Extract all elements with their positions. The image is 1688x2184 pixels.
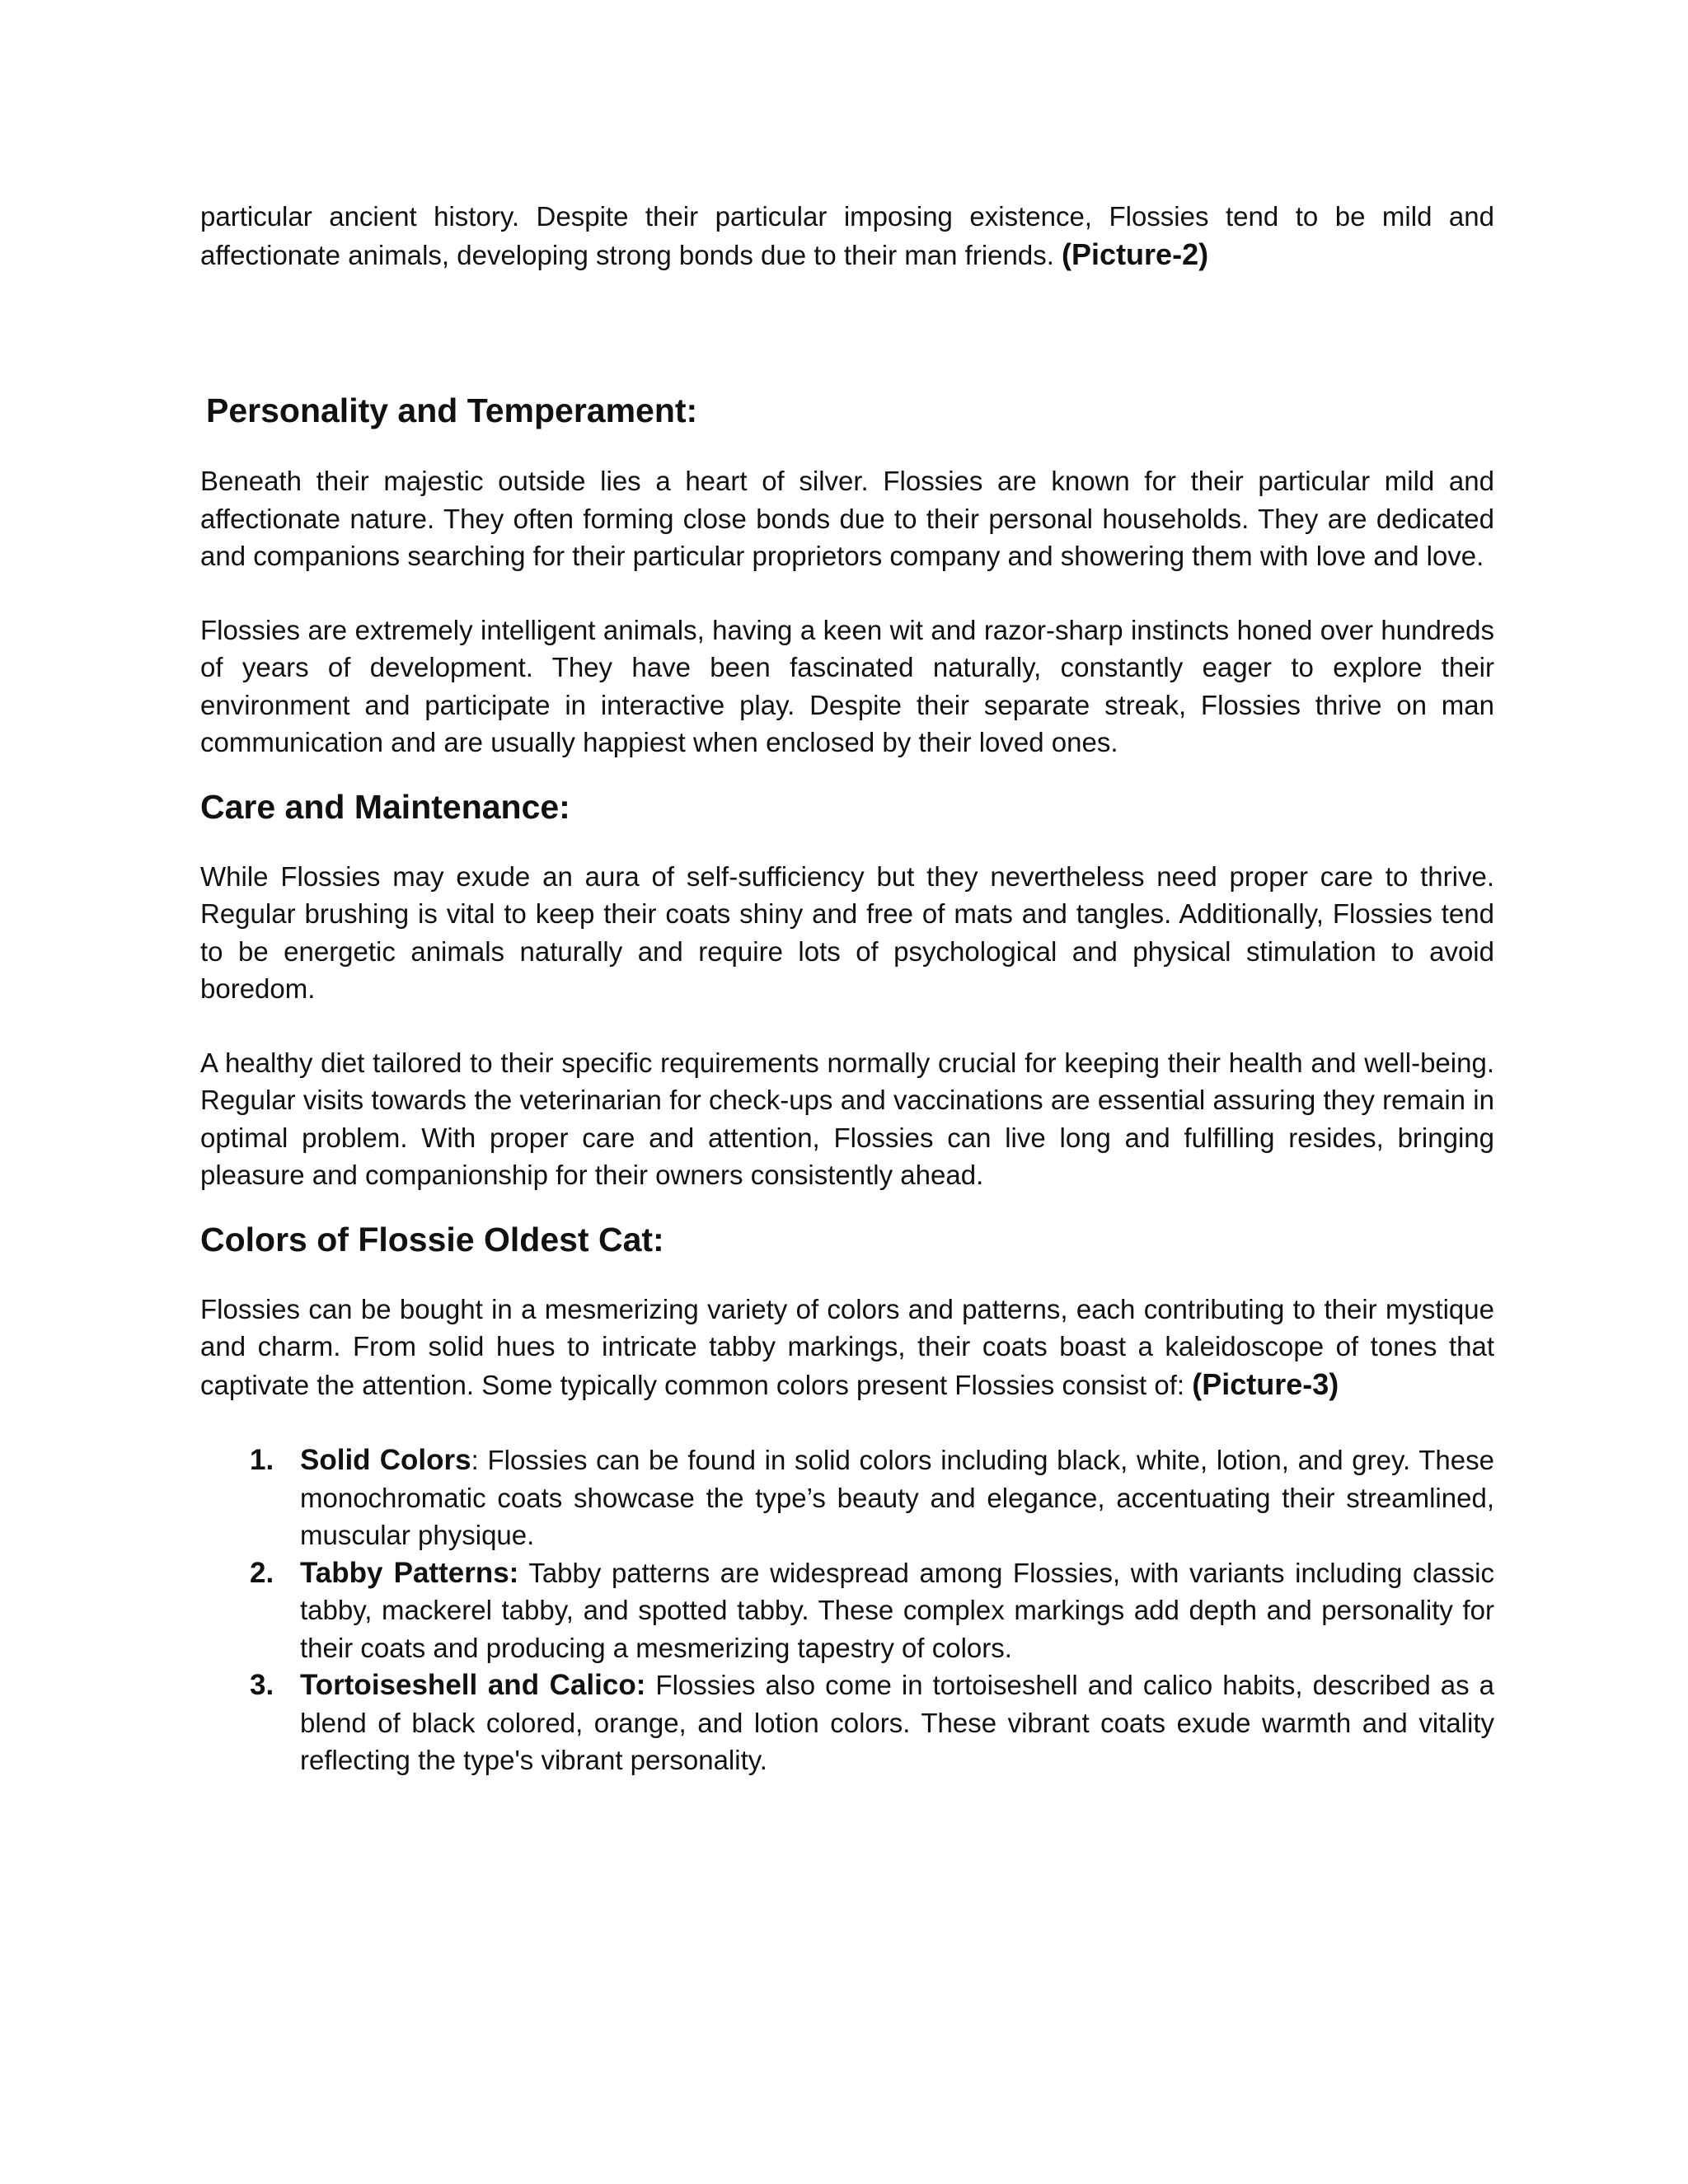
personality-paragraph-2: Flossies are extremely intelligent animals, having a keen wit and razor-sharp instincts honed over hundreds of years of development. They have been fascinated naturally, constantly eager to explore their environment and participate in interactive play. Despite their separate streak, Flossies thrive on man communication and are usually happiest when enclosed by their loved ones. <box>200 614 1494 757</box>
colors-intro-text: Flossies can be bought in a mesmerizing variety of colors and patterns, each contributing to their mystique and charm. From solid hues to intricate tabby markings, their coats boast a kaleidoscope of tones that captivate the attention. Some typically common colors present Flossies consist of: <box>200 1293 1494 1400</box>
section-heading-personality: Personality and Temperament: <box>206 391 698 429</box>
care-paragraph-1: While Flossies may exude an aura of self-sufficiency but they nevertheless need proper care to thrive. Regular brushing is vital to keep their coats shiny and free of mats and tangles. Additionally, Flossies tend to be energetic animals naturally and require lots of psychological and physical stimulation to avoid boredom. <box>200 860 1494 1004</box>
list-number: 2. <box>250 1556 274 1589</box>
list-text: Tabby patterns are widespread among Flossies, with variants including classic tabby, mackerel tabby, and spotted tabby. These complex markings add depth and personality for their coats and producing a mesmerizing tapestry of colors. <box>300 1557 1494 1663</box>
list-term: Solid Colors <box>300 1444 471 1476</box>
list-number: 1. <box>250 1444 274 1476</box>
intro-paragraph <box>200 198 1494 274</box>
colors-list <box>200 1441 1494 1779</box>
intro-text: particular ancient history. Despite their particular imposing existence, Flossies tend to be mild and affectionate animals, developing strong bonds due to their man friends. <box>200 201 1494 270</box>
list-term: Tortoiseshell and Calico: <box>300 1669 646 1701</box>
personality-paragraph-1: Beneath their majestic outside lies a heart of silver. Flossies are known for their particular mild and affectionate nature. They often forming close bonds due to their personal households. They are dedicated and companions searching for their particular proprietors company and showering them with love and love. <box>200 466 1494 571</box>
list-text: Flossies also come in tortoiseshell and calico habits, described as a blend of black colored, orange, and lotion colors. These vibrant coats exude warmth and vitality reflecting the type's vibrant personality. <box>300 1670 1494 1775</box>
list-term-separator: : <box>471 1445 479 1475</box>
list-term: Tabby Patterns: <box>300 1556 519 1589</box>
section-heading-colors: Colors of Flossie Oldest Cat: <box>200 1220 664 1258</box>
list-item <box>200 1666 1494 1779</box>
picture-reference: (Picture-2) <box>1062 237 1209 271</box>
list-item <box>200 1554 1494 1667</box>
colors-paragraph <box>200 1291 1494 1404</box>
list-text: Flossies can be found in solid colors including black, white, lotion, and grey. These monochromatic coats showcase the type’s beauty and elegance, accentuating their streamlined, muscular physique. <box>300 1445 1494 1550</box>
care-paragraph-2: A healthy diet tailored to their specific requirements normally crucial for keeping their health and well-being. Regular visits towards the veterinarian for check-ups and vaccinations are essential assuring they remain in optimal problem. With proper care and attention, Flossies can live long and fulfilling resides, bringing pleasure and companionship for their owners consistently ahead. <box>200 1047 1494 1190</box>
section-heading-care: Care and Maintenance: <box>200 787 570 826</box>
list-item <box>200 1441 1494 1554</box>
document-content <box>200 198 1494 1779</box>
list-number: 3. <box>250 1669 274 1701</box>
picture-reference: (Picture-3) <box>1192 1366 1339 1401</box>
